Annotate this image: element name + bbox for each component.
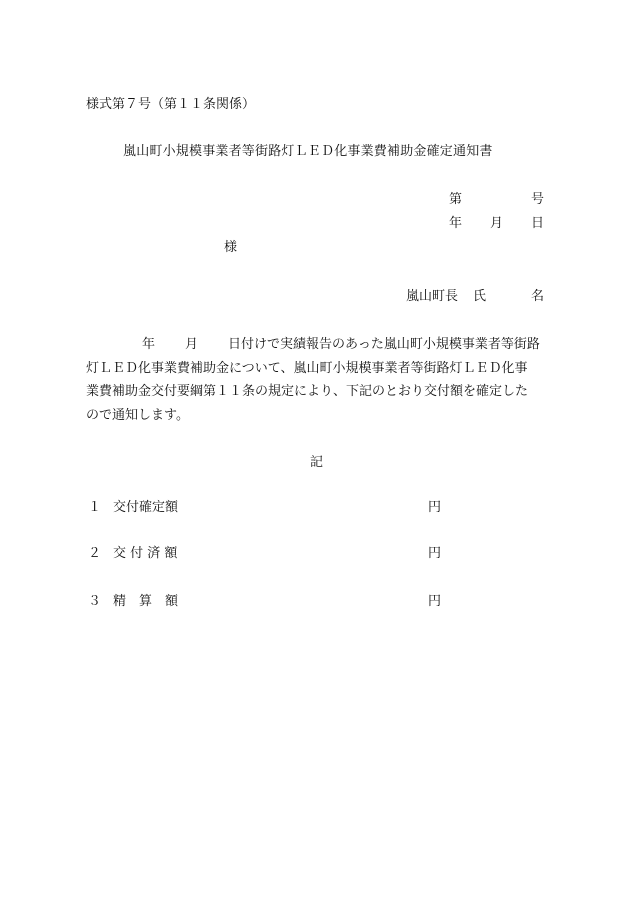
body-line-3: 業費補助金交付要綱第１１条の規定により、下記のとおり交付額を確定した xyxy=(86,384,529,399)
item-number: ２ xyxy=(88,546,102,561)
body-line-4: ので通知します。 xyxy=(86,407,189,423)
body-line-1 xyxy=(86,333,546,357)
item-label-paid-amount: 交 付 済 額 xyxy=(113,546,178,561)
item-number: １ xyxy=(88,500,102,515)
item-number: ３ xyxy=(88,594,102,609)
item-unit-yen: 円 xyxy=(428,546,442,561)
reference-number-suffix: 号 xyxy=(531,192,545,207)
body-line-2: 灯ＬＥＤ化事業費補助金について、嵐山町小規模事業者等街路灯ＬＥＤ化事 xyxy=(86,360,528,376)
item-unit-yen: 円 xyxy=(428,500,442,515)
reference-number-prefix: 第 xyxy=(449,192,463,207)
item-unit-yen: 円 xyxy=(428,594,442,609)
form-number: 様式第７号（第１１条関係） xyxy=(86,97,256,112)
issuer-name-shi: 氏 xyxy=(473,289,487,304)
issuer-name-mei: 名 xyxy=(531,289,545,304)
item-label-confirmed-amount: 交付確定額 xyxy=(113,500,179,515)
date-month-label: 月 xyxy=(490,216,504,231)
date-year-label: 年 xyxy=(449,216,463,231)
body-paragraph xyxy=(86,333,546,427)
body-line-1-text: 日付けで実績報告のあった嵐山町小規模事業者等街路 xyxy=(228,337,540,352)
addressee-honorific: 様 xyxy=(224,240,238,255)
body-year-label: 年 xyxy=(142,337,156,352)
body-month-label: 月 xyxy=(185,337,199,352)
issuer-title: 嵐山町長 xyxy=(406,289,459,304)
date-day-label: 日 xyxy=(531,216,545,231)
item-label-settlement-amount: 精 算 額 xyxy=(113,594,179,609)
ki-heading: 記 xyxy=(310,455,324,470)
document-title: 嵐山町小規模事業者等街路灯ＬＥＤ化事業費補助金確定通知書 xyxy=(123,144,493,159)
